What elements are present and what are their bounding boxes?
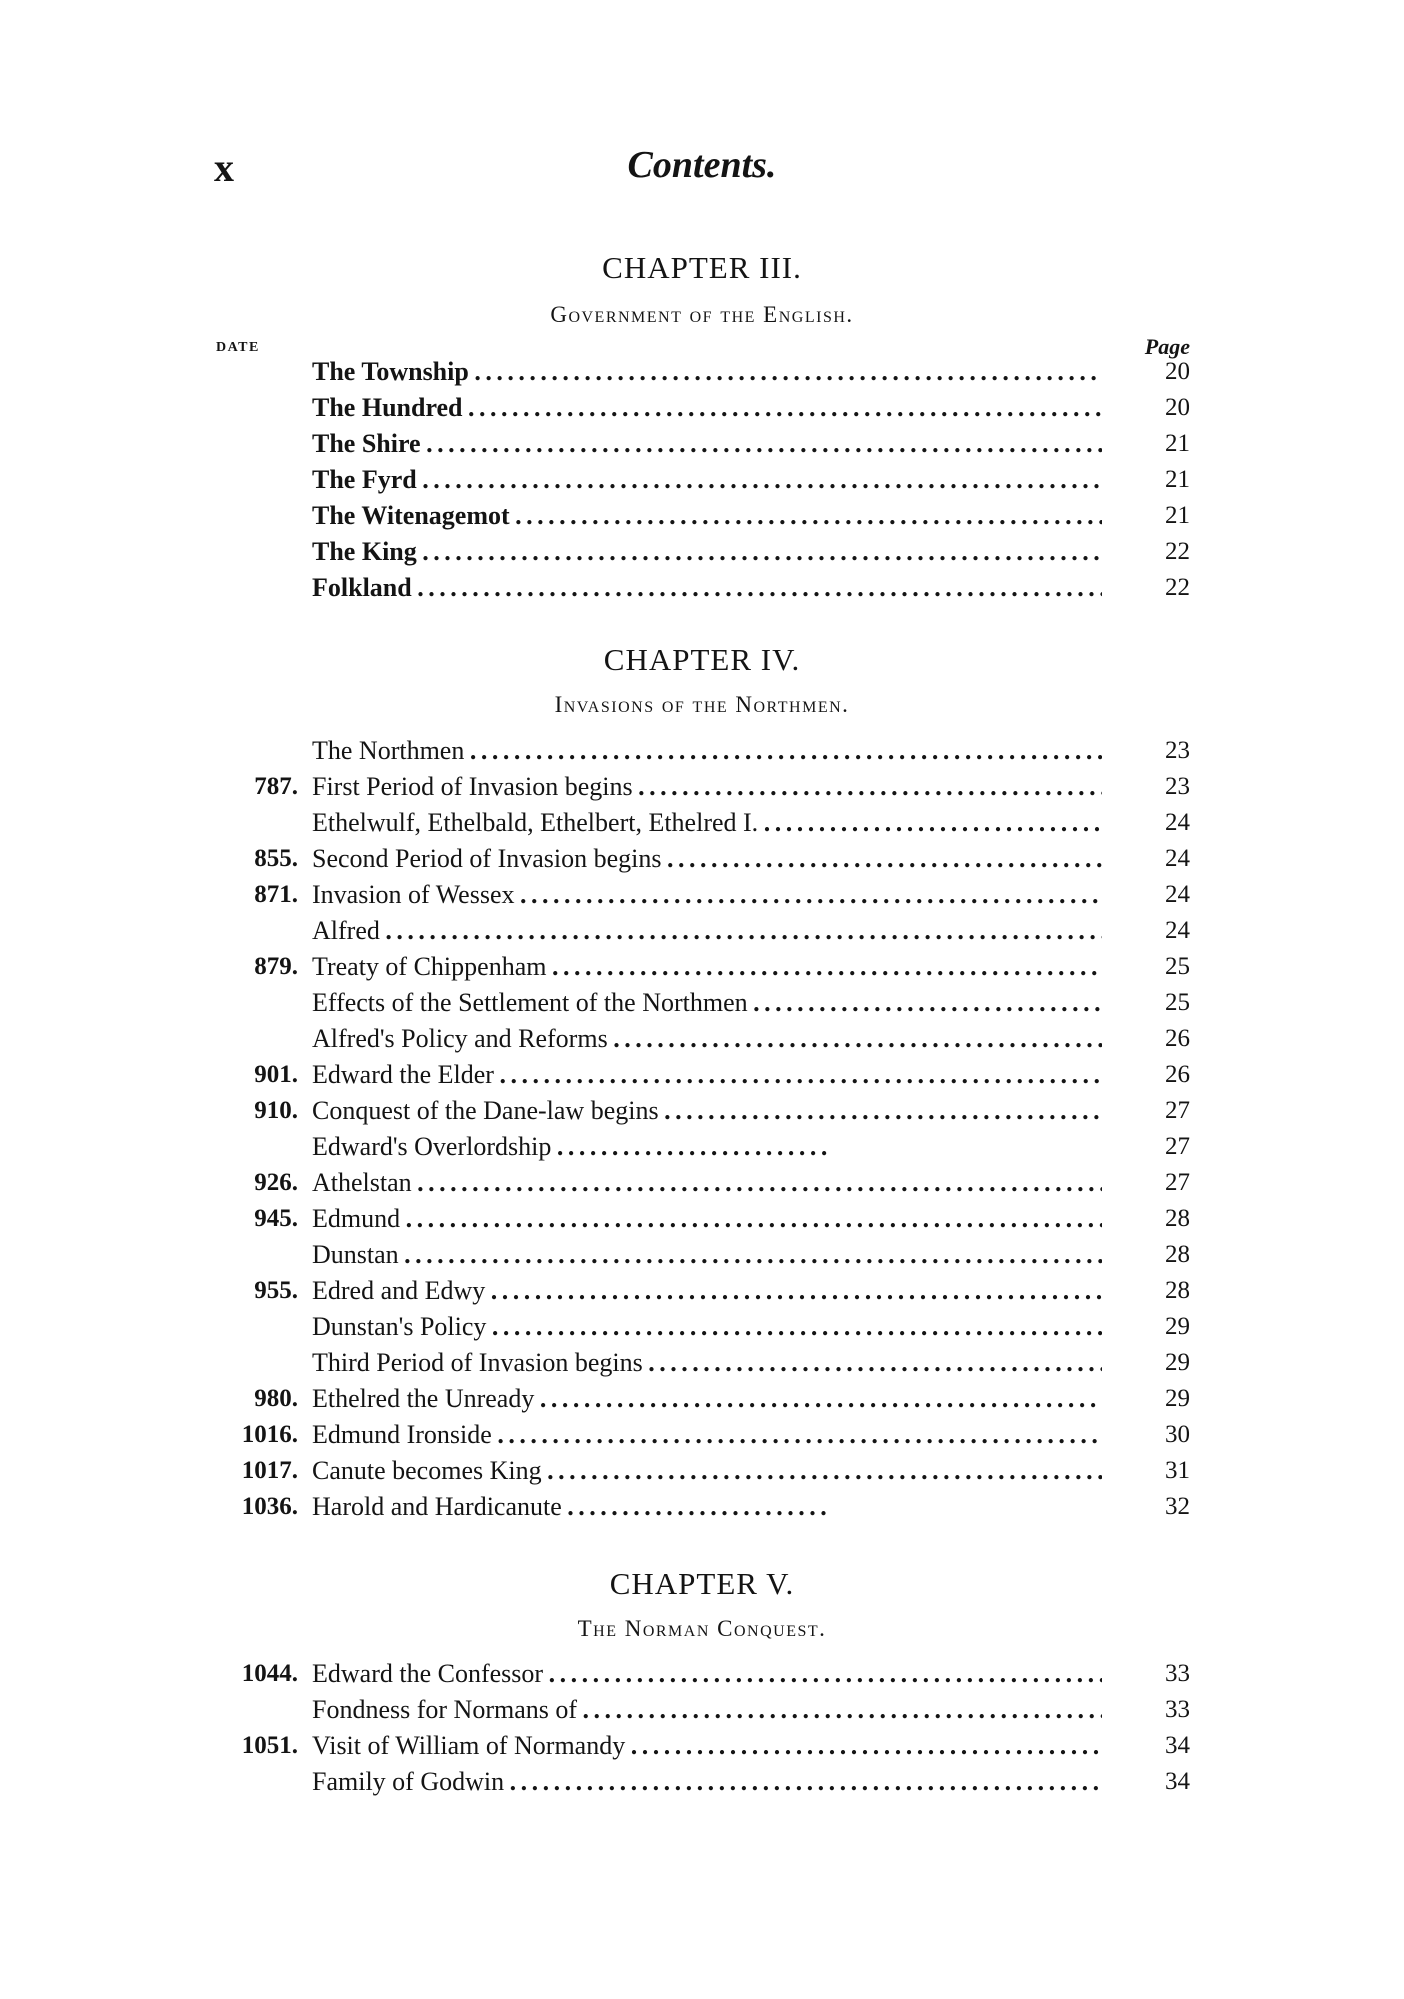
contents-entry bbox=[0, 805, 1404, 841]
entry-page: 27 bbox=[1165, 1169, 1190, 1196]
entry-page: 32 bbox=[1165, 1493, 1190, 1520]
entry-title: Canute becomes King bbox=[312, 1456, 542, 1485]
entry-page: 28 bbox=[1165, 1241, 1190, 1268]
contents-entry bbox=[0, 354, 1404, 390]
entry-page: 30 bbox=[1165, 1421, 1190, 1448]
entry-page: 33 bbox=[1165, 1696, 1190, 1723]
entry-page: 27 bbox=[1165, 1133, 1190, 1160]
chapter-title: CHAPTER IV. bbox=[603, 642, 801, 677]
page-column-label: Page bbox=[1144, 334, 1190, 359]
entry-page: 24 bbox=[1165, 881, 1190, 908]
contents-entry bbox=[0, 985, 1404, 1021]
entry-title: Edred and Edwy bbox=[312, 1276, 486, 1305]
entry-page: 24 bbox=[1165, 845, 1190, 872]
entry-title: Alfred bbox=[312, 916, 380, 945]
entry-title: Conquest of the Dane-law begins bbox=[312, 1096, 659, 1125]
contents-entry bbox=[0, 1165, 1404, 1201]
entry-title: Family of Godwin bbox=[312, 1767, 505, 1796]
contents-entry bbox=[0, 913, 1404, 949]
entry-page: 29 bbox=[1165, 1313, 1190, 1340]
entry-page: 28 bbox=[1165, 1277, 1190, 1304]
contents-entry bbox=[0, 390, 1404, 426]
entry-title: Dunstan bbox=[312, 1240, 399, 1269]
entry-date: 901. bbox=[254, 1061, 298, 1088]
contents-entry bbox=[0, 1692, 1404, 1728]
entry-title: Edward's Overlordship bbox=[312, 1132, 552, 1161]
entry-title: Harold and Hardicanute bbox=[312, 1492, 562, 1521]
entry-date: 1017. bbox=[241, 1457, 298, 1484]
contents-entry bbox=[0, 462, 1404, 498]
contents-entry bbox=[0, 733, 1404, 769]
entry-title: Alfred's Policy and Reforms bbox=[312, 1024, 608, 1053]
contents-entry bbox=[0, 1728, 1404, 1764]
contents-entry bbox=[0, 1021, 1404, 1057]
entry-date: 1016. bbox=[241, 1421, 298, 1448]
entry-page: 33 bbox=[1165, 1660, 1190, 1687]
entry-page: 20 bbox=[1165, 394, 1190, 421]
contents-entry bbox=[0, 1273, 1404, 1309]
entry-page: 21 bbox=[1165, 466, 1190, 493]
entry-page: 21 bbox=[1165, 430, 1190, 457]
entry-date: 871. bbox=[254, 881, 298, 908]
entry-date: 879. bbox=[254, 953, 298, 980]
contents-entry bbox=[0, 1201, 1404, 1237]
entry-title: Treaty of Chippenham bbox=[312, 952, 547, 981]
entry-page: 22 bbox=[1165, 574, 1190, 601]
entry-title: Athelstan bbox=[312, 1168, 412, 1197]
entry-date: 787. bbox=[254, 773, 298, 800]
entry-date: 1051. bbox=[241, 1732, 298, 1759]
entry-title: The Northmen bbox=[312, 736, 465, 765]
entry-title: Edmund Ironside bbox=[312, 1420, 492, 1449]
entry-page: 23 bbox=[1165, 737, 1190, 764]
entry-page: 25 bbox=[1165, 953, 1190, 980]
running-title: Contents. bbox=[627, 144, 777, 186]
entry-date: 1036. bbox=[241, 1493, 298, 1520]
contents-entry bbox=[0, 1345, 1404, 1381]
contents-entry bbox=[0, 949, 1404, 985]
page-number: x bbox=[214, 145, 234, 190]
entry-title: Ethelred the Unready bbox=[312, 1384, 535, 1413]
entry-title: Visit of William of Normandy bbox=[312, 1731, 626, 1760]
entry-title: Ethelwulf, Ethelbald, Ethelbert, Ethelred I. bbox=[312, 808, 759, 837]
entry-page: 31 bbox=[1165, 1457, 1190, 1484]
entry-date: 955. bbox=[254, 1277, 298, 1304]
entry-title: The Witenagemot bbox=[312, 501, 510, 530]
contents-entry bbox=[0, 498, 1404, 534]
entry-date: 910. bbox=[254, 1097, 298, 1124]
contents-entry bbox=[0, 1057, 1404, 1093]
entry-title: The Fyrd bbox=[312, 465, 417, 494]
entry-title: The King bbox=[312, 537, 417, 566]
chapter-title: CHAPTER V. bbox=[609, 1566, 795, 1601]
contents-entry bbox=[0, 1237, 1404, 1273]
contents-entry bbox=[0, 1381, 1404, 1417]
date-column-label: DATE bbox=[216, 340, 260, 355]
entry-date: 926. bbox=[254, 1169, 298, 1196]
entry-title: First Period of Invasion begins bbox=[312, 772, 633, 801]
entry-title: Effects of the Settlement of the Northmen bbox=[312, 988, 748, 1017]
contents-entry bbox=[0, 877, 1404, 913]
contents-entry bbox=[0, 570, 1404, 606]
entry-page: 23 bbox=[1165, 773, 1190, 800]
contents-entry bbox=[0, 1093, 1404, 1129]
chapter-title: CHAPTER III. bbox=[602, 250, 802, 285]
entry-title: Third Period of Invasion begins bbox=[312, 1348, 643, 1377]
entry-title: The Hundred bbox=[312, 393, 463, 422]
entry-title: Edmund bbox=[312, 1204, 401, 1233]
entry-title: Fondness for Normans of bbox=[312, 1695, 578, 1724]
contents-entry bbox=[0, 1489, 1404, 1525]
contents-entry bbox=[0, 534, 1404, 570]
entry-title: Edward the Elder bbox=[312, 1060, 494, 1089]
chapter-subtitle: Invasions of the Northmen. bbox=[554, 692, 850, 717]
entry-title: Folkland bbox=[312, 573, 412, 602]
contents-entry bbox=[0, 1417, 1404, 1453]
entry-page: 25 bbox=[1165, 989, 1190, 1016]
entry-page: 26 bbox=[1165, 1061, 1190, 1088]
entry-page: 29 bbox=[1165, 1349, 1190, 1376]
entry-title: The Township bbox=[312, 357, 469, 386]
entry-page: 22 bbox=[1165, 538, 1190, 565]
entry-page: 24 bbox=[1165, 809, 1190, 836]
entry-page: 24 bbox=[1165, 917, 1190, 944]
chapter-subtitle: Government of the English. bbox=[550, 302, 854, 327]
chapter-subtitle: The Norman Conquest. bbox=[577, 1616, 827, 1641]
entry-date: 980. bbox=[254, 1385, 298, 1412]
entry-page: 34 bbox=[1165, 1768, 1190, 1795]
entry-date: 1044. bbox=[241, 1660, 298, 1687]
contents-entry bbox=[0, 1129, 1404, 1165]
entry-title: Invasion of Wessex bbox=[312, 880, 515, 909]
entry-page: 27 bbox=[1165, 1097, 1190, 1124]
contents-entry bbox=[0, 1764, 1404, 1800]
entry-title: Edward the Confessor bbox=[312, 1659, 544, 1688]
entry-page: 21 bbox=[1165, 502, 1190, 529]
contents-entry bbox=[0, 1453, 1404, 1489]
entry-date: 855. bbox=[254, 845, 298, 872]
entry-page: 34 bbox=[1165, 1732, 1190, 1759]
entry-page: 26 bbox=[1165, 1025, 1190, 1052]
entry-date: 945. bbox=[254, 1205, 298, 1232]
entry-page: 28 bbox=[1165, 1205, 1190, 1232]
contents-entry bbox=[0, 841, 1404, 877]
contents-entry bbox=[0, 426, 1404, 462]
entry-title: Second Period of Invasion begins bbox=[312, 844, 662, 873]
entry-title: The Shire bbox=[312, 429, 421, 458]
contents-entry bbox=[0, 1309, 1404, 1345]
contents-entry bbox=[0, 769, 1404, 805]
entry-page: 20 bbox=[1165, 358, 1190, 385]
entry-page: 29 bbox=[1165, 1385, 1190, 1412]
entry-title: Dunstan's Policy bbox=[312, 1312, 487, 1341]
contents-entry bbox=[0, 1656, 1404, 1692]
